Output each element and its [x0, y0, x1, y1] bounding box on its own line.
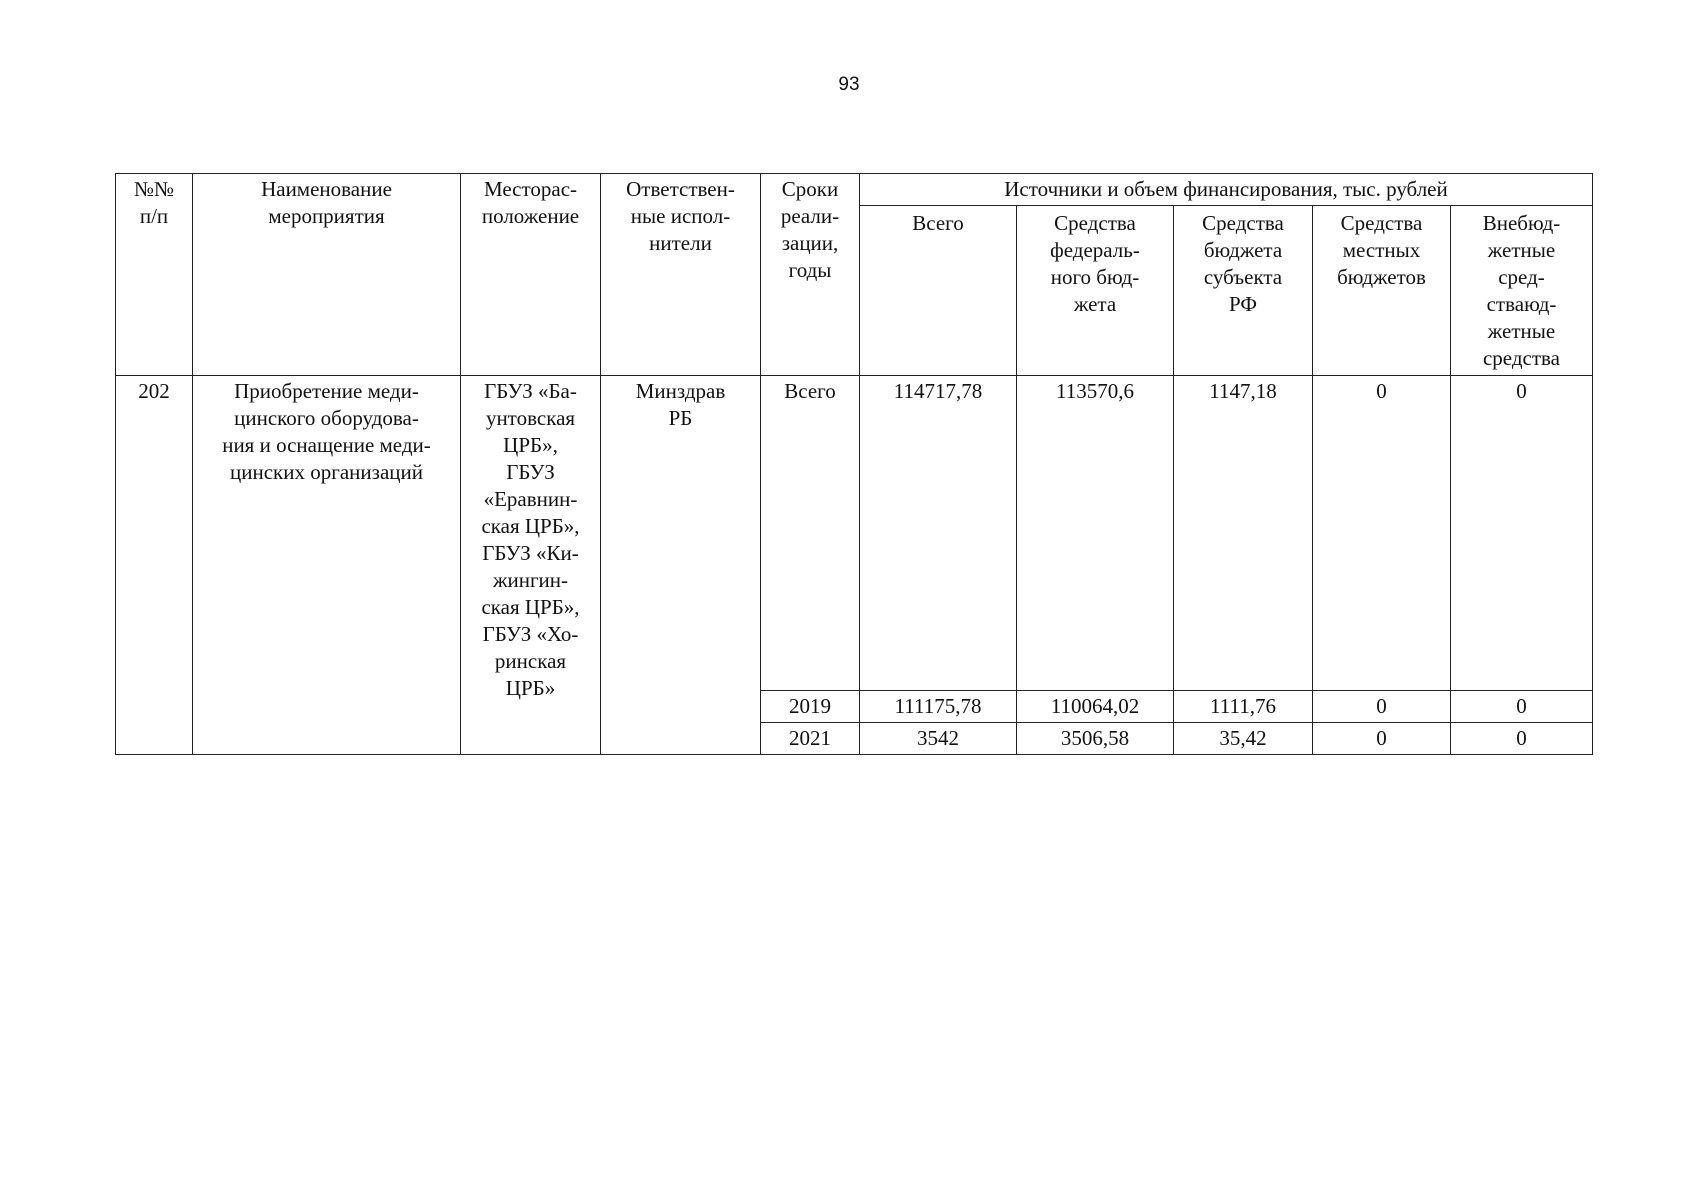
row-period: 2021 — [761, 723, 860, 755]
table-row — [116, 376, 1593, 691]
header-subject: Средства бюджета субъекта РФ — [1174, 206, 1313, 376]
row-federal: 113570,6 — [1017, 376, 1174, 691]
row-name: Приобретение меди- цинского оборудова- ния и оснащение меди- цинских организаций — [193, 376, 461, 755]
row-period: 2019 — [761, 691, 860, 723]
header-period: Сроки реали- зации, годы — [761, 174, 860, 376]
header-extra: Внебюд- жетные сред- стваюд- жетные средства — [1451, 206, 1593, 376]
header-total: Всего — [860, 206, 1017, 376]
header-location: Месторас- положение — [461, 174, 601, 376]
row-total: 3542 — [860, 723, 1017, 755]
row-federal: 110064,02 — [1017, 691, 1174, 723]
row-federal: 3506,58 — [1017, 723, 1174, 755]
financing-table — [115, 173, 1593, 755]
row-period: Всего — [761, 376, 860, 691]
header-row — [116, 174, 1593, 206]
row-location: ГБУЗ «Ба- унтовская ЦРБ», ГБУЗ «Еравнин- ская ЦРБ», ГБУЗ «Ки- жингин- ская ЦРБ», ГБУЗ «Хо- ринская ЦРБ» — [461, 376, 601, 755]
row-extra: 0 — [1451, 691, 1593, 723]
header-num: №№ п/п — [116, 174, 193, 376]
row-extra: 0 — [1451, 723, 1593, 755]
row-local: 0 — [1313, 691, 1451, 723]
header-name: Наименование мероприятия — [193, 174, 461, 376]
row-local: 0 — [1313, 376, 1451, 691]
page-number: 93 — [838, 74, 860, 95]
row-local: 0 — [1313, 723, 1451, 755]
row-extra: 0 — [1451, 376, 1593, 691]
row-subject: 1111,76 — [1174, 691, 1313, 723]
header-federal: Средства федераль- ного бюд- жета — [1017, 206, 1174, 376]
header-local: Средства местных бюджетов — [1313, 206, 1451, 376]
header-funding-group: Источники и объем финансирования, тыс. рублей — [860, 174, 1593, 206]
header-executors: Ответствен- ные испол- нители — [601, 174, 761, 376]
row-total: 114717,78 — [860, 376, 1017, 691]
row-num: 202 — [116, 376, 193, 755]
row-executors: Минздрав РБ — [601, 376, 761, 755]
row-total: 111175,78 — [860, 691, 1017, 723]
row-subject: 35,42 — [1174, 723, 1313, 755]
row-subject: 1147,18 — [1174, 376, 1313, 691]
